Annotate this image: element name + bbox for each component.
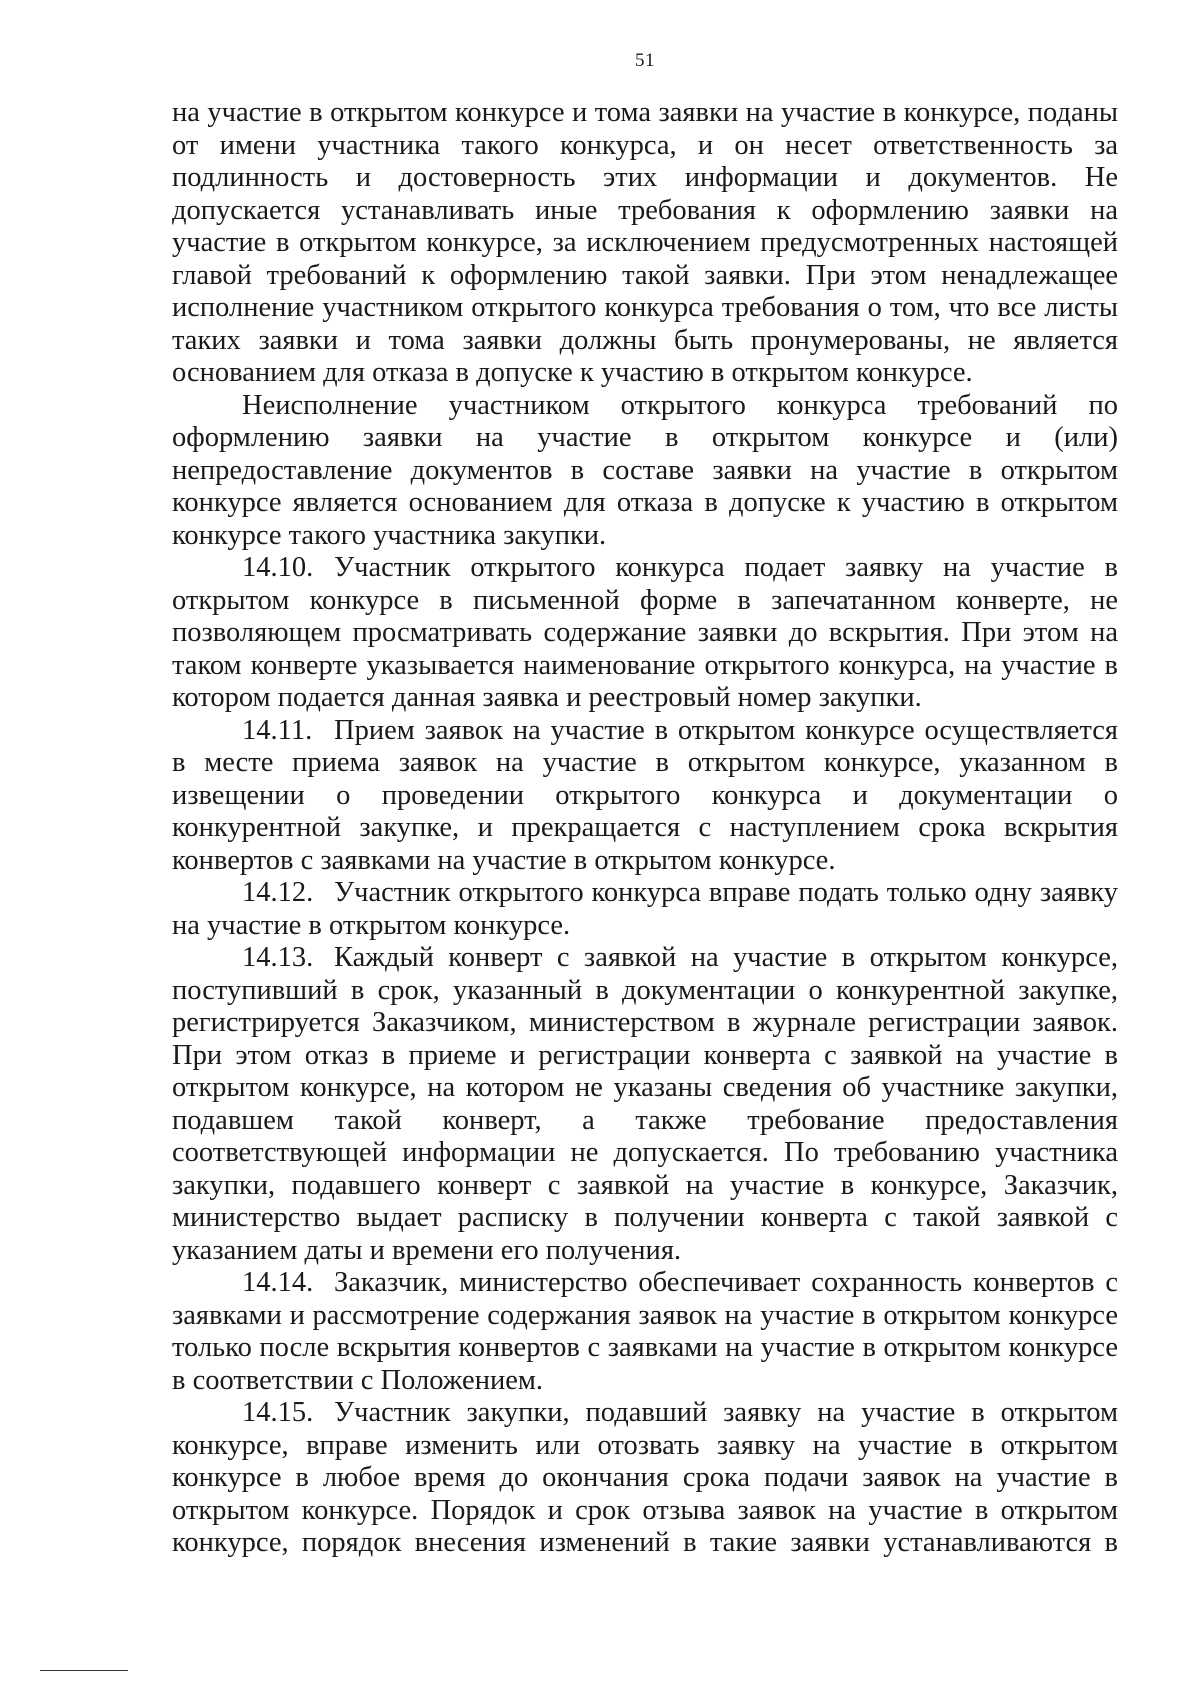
paragraph-text: Участник закупки, подавший заявку на участие в открытом конкурсе, вправе изменить или отозвать заявку на участие в открытом конкурсе в любое время до окончания срока подачи заявок на участие в открытом конкурсе. Порядок и срок отзыва заявок на участие в открытом конкурсе, порядок внесения изменений в такие заявки устанавливаются в bbox=[172, 1397, 1118, 1558]
paragraph-14-10 bbox=[172, 552, 1118, 715]
paragraph-text: Участник открытого конкурса подает заявку на участие в открытом конкурсе в письменной форме в запечатанном конверте, не позволяющем просматривать содержание заявки до вскрытия. При этом на таком конверте указывается наименование открытого конкурса, на участие в котором подается данная заявка и реестровый номер закупки. bbox=[172, 552, 1118, 713]
paragraph-number: 14.12. bbox=[242, 877, 314, 908]
paragraph-number: 14.13. bbox=[242, 942, 314, 973]
paragraph-noncompliance: Неисполнение участником открытого конкурса требований по оформлению заявки на участие в открытом конкурсе и (или) непредоставление документов в составе заявки на участие в открытом конкурсе является основанием для отказа в допуске к участию в открытом конкурсе такого участника закупки. bbox=[172, 389, 1118, 551]
paragraph-continuation: на участие в открытом конкурсе и тома заявки на участие в конкурсе, поданы от имени участника такого конкурса, и он несет ответственность за подлинность и достоверность этих информации и документов. Не допускается устанавливать иные требования к оформлению заявки на участие в открытом конкурсе, за исключением предусмотренных настоящей главой требований к оформлению такой заявки. При этом ненадлежащее исполнение участником открытого конкурса требования о том, что все листы таких заявки и тома заявки должны быть пронумерованы, не является основанием для отказа в допуске к участию в открытом конкурсе. bbox=[172, 97, 1118, 388]
paragraph-14-15 bbox=[172, 1397, 1118, 1560]
paragraph-14-11 bbox=[172, 715, 1118, 878]
paragraph-text: Заказчик, министерство обеспечивает сохранность конвертов с заявками и рассмотрение содержания заявок на участие в открытом конкурсе только после вскрытия конвертов с заявками на участие в открытом конкурсе в соответствии с Положением. bbox=[172, 1267, 1118, 1396]
paragraph-text: Участник открытого конкурса вправе подать только одну заявку на участие в открытом конкурсе. bbox=[172, 877, 1118, 941]
document-body bbox=[172, 97, 1118, 1560]
paragraph-14-13 bbox=[172, 942, 1118, 1267]
paragraph-number: 14.10. bbox=[242, 552, 314, 583]
paragraph-14-14 bbox=[172, 1267, 1118, 1397]
paragraph-number: 14.14. bbox=[242, 1267, 314, 1298]
footer-rule bbox=[40, 1670, 128, 1671]
paragraph-number: 14.11. bbox=[242, 714, 313, 746]
paragraph-14-12 bbox=[172, 877, 1118, 942]
paragraph-text: Каждый конверт с заявкой на участие в открытом конкурсе, поступивший в срок, указанный в документации о конкурентной закупке, регистрируется Заказчиком, министерством в журнале регистрации заявок. При этом отказ в приеме и регистрации конверта с заявкой на участие в открытом конкурсе, на котором не указаны сведения об участнике закупки, подавшем такой конверт, а также требование предоставления соответствующей информации не допускается. По требованию участника закупки, подавшего конверт с заявкой на участие в конкурсе, Заказчик, министерство выдает расписку в получении конверта с такой заявкой с указанием даты и времени его получения. bbox=[172, 942, 1118, 1266]
paragraph-number: 14.15. bbox=[242, 1397, 314, 1428]
paragraph-text: Прием заявок на участие в открытом конкурсе осуществляется в месте приема заявок на участие в открытом конкурсе, указанном в извещении о проведении открытого конкурса и документации о конкурентной закупке, и прекращается с наступлением срока вскрытия конвертов с заявками на участие в открытом конкурсе. bbox=[172, 714, 1118, 876]
page-number: 51 bbox=[635, 50, 655, 71]
